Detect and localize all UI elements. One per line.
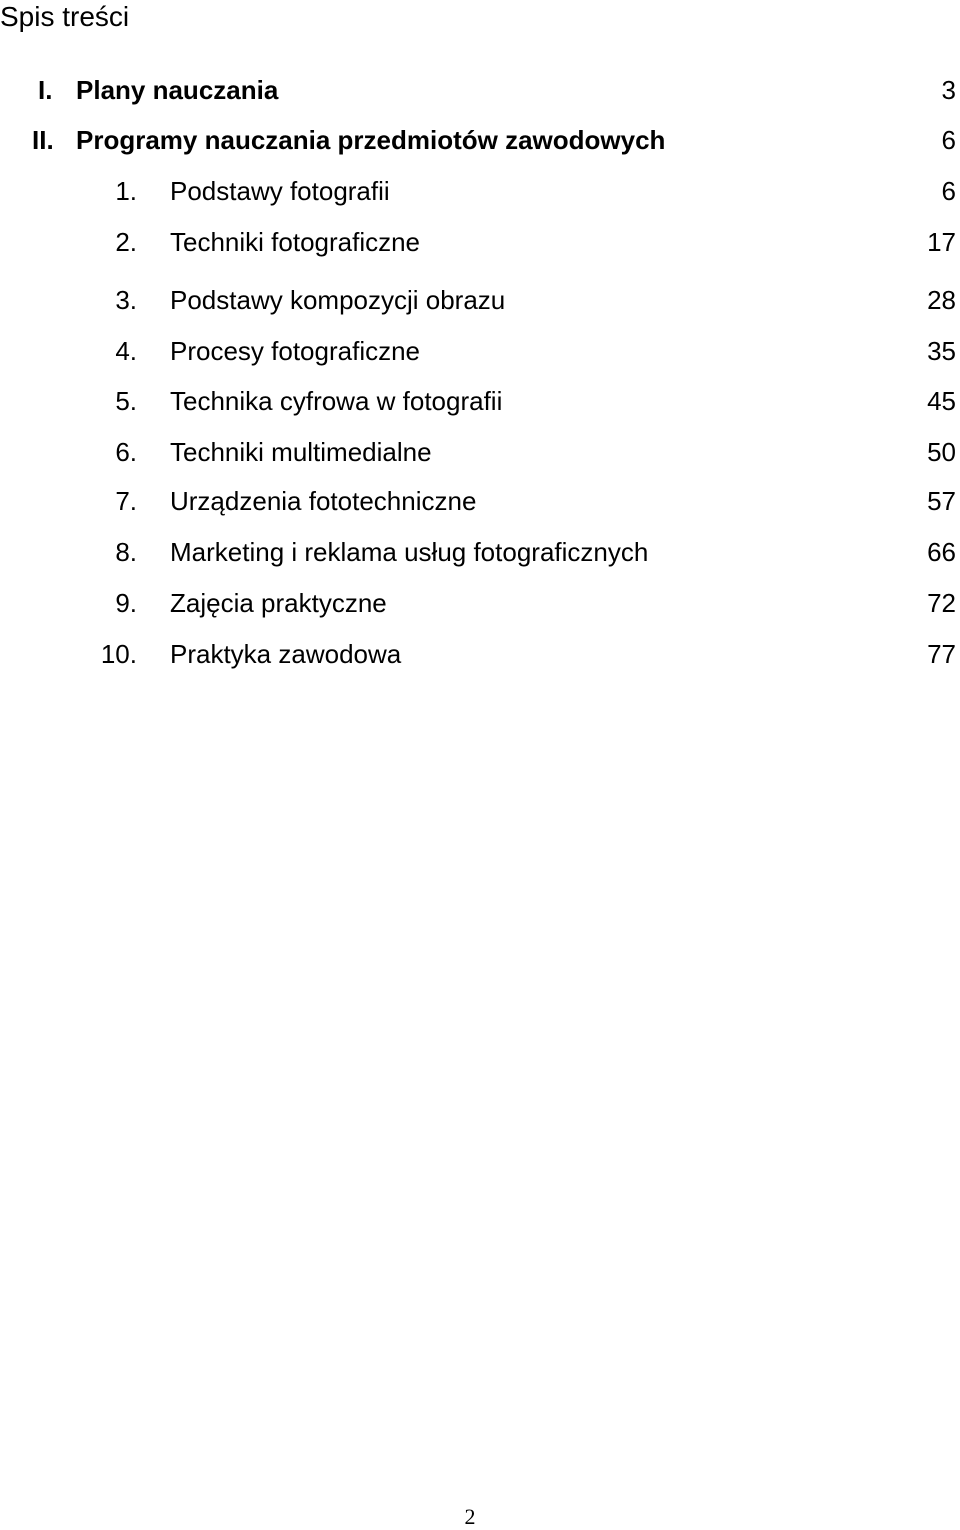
toc-subsection-number: 6. bbox=[115, 437, 137, 467]
toc-subsection-number: 2. bbox=[115, 227, 137, 257]
toc-subsection-number: 4. bbox=[115, 336, 137, 366]
toc-subsection-9[interactable] bbox=[0, 587, 960, 619]
toc-subsection-7[interactable] bbox=[0, 485, 960, 517]
toc-section-title: Plany nauczania bbox=[76, 75, 279, 105]
toc-subsection-3[interactable] bbox=[0, 284, 960, 316]
toc-page-number: 6 bbox=[941, 125, 956, 155]
toc-page-number: 3 bbox=[941, 75, 956, 105]
toc-subsection-4[interactable] bbox=[0, 335, 960, 367]
toc-subsection-number: 9. bbox=[115, 588, 137, 618]
toc-subsection-title: Podstawy fotografii bbox=[170, 176, 390, 206]
toc-page-number: 6 bbox=[941, 176, 956, 206]
toc-subsection-title: Praktyka zawodowa bbox=[170, 639, 402, 669]
toc-page-number: 66 bbox=[927, 537, 956, 567]
toc-page-number: 28 bbox=[927, 285, 956, 315]
toc-subsection-number: 5. bbox=[115, 386, 137, 416]
toc-page-number: 35 bbox=[927, 336, 956, 366]
toc-subsection-title: Techniki fotograficzne bbox=[170, 227, 421, 257]
toc-subsection-8[interactable] bbox=[0, 536, 960, 568]
toc-page-number: 77 bbox=[927, 639, 956, 669]
toc-page-number: 17 bbox=[927, 227, 956, 257]
footer-page-number: 2 bbox=[464, 1504, 476, 1529]
toc-subsection-6[interactable] bbox=[0, 436, 960, 468]
toc-page-number: 45 bbox=[927, 386, 956, 416]
toc-subsection-title: Technika cyfrowa w fotografii bbox=[170, 386, 503, 416]
toc-subsection-number: 1. bbox=[115, 176, 137, 206]
toc-subsection-number: 3. bbox=[115, 285, 137, 315]
toc-section-number: II. bbox=[32, 125, 54, 155]
toc-subsection-title: Techniki multimedialne bbox=[170, 437, 432, 467]
toc-subsection-number: 10. bbox=[100, 639, 137, 669]
toc-section-1[interactable] bbox=[0, 74, 960, 106]
toc-subsection-2[interactable] bbox=[0, 226, 960, 258]
toc-subsection-title: Podstawy kompozycji obrazu bbox=[170, 285, 506, 315]
toc-page-number: 50 bbox=[927, 437, 956, 467]
toc-section-number: I. bbox=[38, 75, 53, 105]
toc-subsection-title: Marketing i reklama usług fotograficznych bbox=[170, 537, 649, 567]
toc-subsection-title: Procesy fotograficzne bbox=[170, 336, 421, 366]
toc-subsection-number: 8. bbox=[115, 537, 137, 567]
toc-page-number: 72 bbox=[927, 588, 956, 618]
toc-subsection-5[interactable] bbox=[0, 385, 960, 417]
toc-page-number: 57 bbox=[927, 486, 956, 516]
toc-subsection-10[interactable] bbox=[0, 638, 960, 670]
toc-subsection-1[interactable] bbox=[0, 175, 960, 207]
page-title: Spis treści bbox=[0, 1, 130, 32]
toc-subsection-number: 7. bbox=[115, 486, 137, 516]
toc-subsection-title: Zajęcia praktyczne bbox=[170, 588, 387, 618]
toc-section-2[interactable] bbox=[0, 124, 960, 156]
toc-subsection-title: Urządzenia fototechniczne bbox=[170, 486, 477, 516]
toc-section-title: Programy nauczania przedmiotów zawodowych bbox=[76, 125, 666, 155]
